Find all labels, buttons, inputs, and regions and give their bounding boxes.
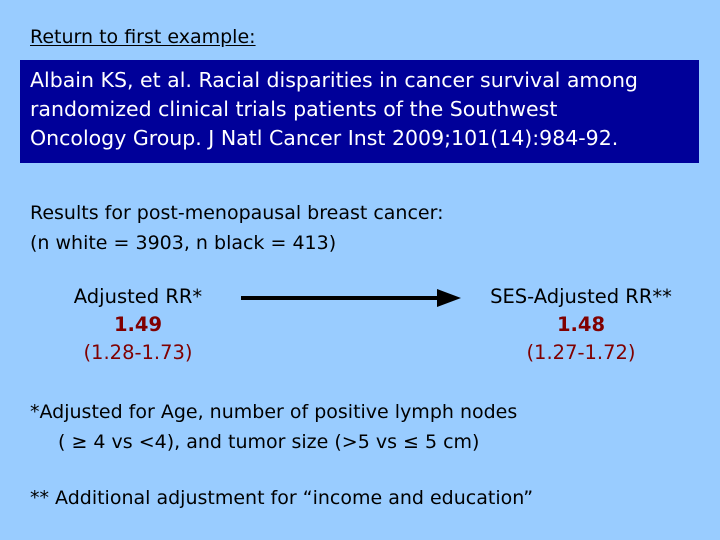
- footnote-adjusted: [30, 397, 517, 457]
- citation-line-2: randomized clinical trials patients of the Southwest: [30, 97, 558, 121]
- results-title-line-1: Results for post-menopausal breast cancer:: [30, 202, 444, 224]
- footnote-ses-adjusted-line: ** Additional adjustment for “income and education”: [30, 487, 534, 509]
- citation-line-1: Albain KS, et al. Racial disparities in cancer survival among: [30, 68, 638, 92]
- citation-box: [20, 60, 699, 163]
- results-title: [30, 198, 444, 258]
- ses-adjusted-rr-block: [462, 283, 700, 367]
- footnote-ses-adjusted: [30, 483, 533, 513]
- adjusted-rr-label: Adjusted RR*: [73, 285, 203, 308]
- ses-adjusted-rr-value: 1.48: [556, 313, 606, 336]
- footnote-adjusted-line-2: ( ≥ 4 vs <4), and tumor size (>5 vs ≤ 5 cm): [58, 431, 480, 453]
- footnote-adjusted-line-1: *Adjusted for Age, number of positive lymph nodes: [30, 401, 518, 423]
- citation-line-3: Oncology Group. J Natl Cancer Inst 2009;101(14):984-92.: [30, 126, 619, 150]
- adjusted-rr-block: [48, 283, 228, 367]
- heading-link[interactable]: Return to first example:: [30, 26, 256, 48]
- adjusted-rr-ci: (1.28-1.73): [83, 341, 193, 364]
- results-sample-sizes: (n white = 3903, n black = 413): [30, 232, 337, 254]
- ses-adjusted-rr-ci: (1.27-1.72): [526, 341, 636, 364]
- right-arrow-icon: [241, 286, 461, 310]
- adjusted-rr-value: 1.49: [113, 313, 163, 336]
- ses-adjusted-rr-label: SES-Adjusted RR**: [490, 285, 672, 308]
